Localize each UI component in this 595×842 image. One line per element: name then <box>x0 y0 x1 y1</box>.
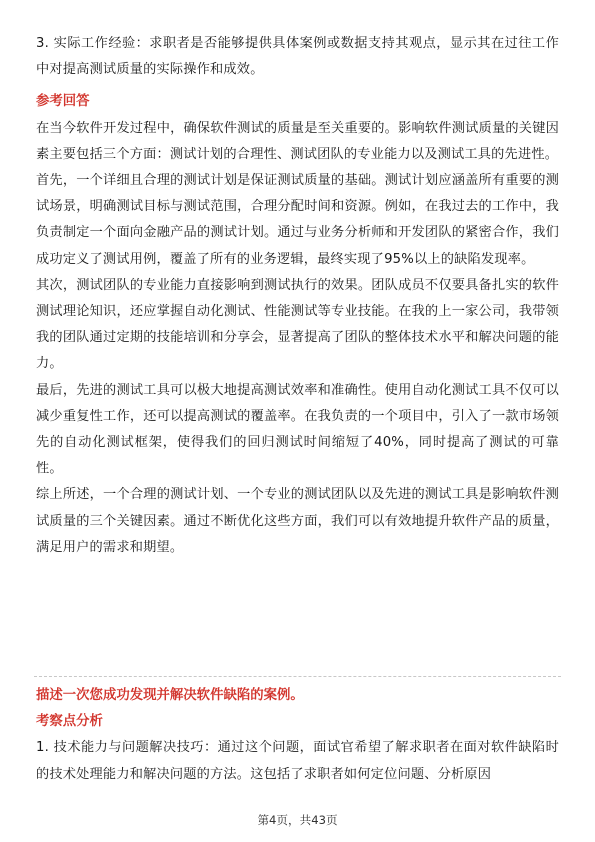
section-divider <box>34 676 561 677</box>
analysis-heading: 考察点分析 <box>36 714 103 730</box>
analysis-item-1: 1. 技术能力与问题解决技巧：通过这个问题，面试官希望了解求职者在面对软件缺陷时的技术处理能力和解决问题的方法。这包括了求职者如何定位问题、分析原因 <box>36 740 559 782</box>
next-question-section <box>36 683 559 788</box>
page-number: 第4页，共43页 <box>257 813 338 827</box>
reference-paragraph-4: 最后，先进的测试工具可以极大地提高测试效率和准确性。使用自动化测试工具不仅可以减少重复性工作，还可以提高测试的覆盖率。在我负责的一个项目中，引入了一款市场领先的自动化测试框架，使得我们的回归测试时间缩短了40%，同时提高了测试的可靠性。 <box>36 382 559 477</box>
reference-answer-heading: 参考回答 <box>36 94 90 110</box>
reference-paragraph-3: 其次，测试团队的专业能力直接影响到测试执行的效果。团队成员不仅要具备扎实的软件测试理论知识，还应掌握自动化测试、性能测试等专业技能。在我的上一家公司，我带领我的团队通过定期的技能培训和分享会，显著提高了团队的整体技术水平和解决问题的能力。 <box>36 277 559 372</box>
question-title: 描述一次您成功发现并解决软件缺陷的案例。 <box>36 688 304 703</box>
reference-paragraph-2: 首先，一个详细且合理的测试计划是保证测试质量的基础。测试计划应涵盖所有重要的测试场景，明确测试目标与测试范围，合理分配时间和资源。例如，在我过去的工作中，我负责制定一个面向金融产品的测试计划。通过与业务分析师和开发团队的紧密合作，我们成功定义了测试用例，覆盖了所有的业务逻辑，最终实现了95%以上的缺陷发现率。 <box>36 173 559 267</box>
main-content <box>36 31 559 561</box>
reference-paragraph-5: 综上所述，一个合理的测试计划、一个专业的测试团队以及先进的测试工具是影响软件测试质量的三个关键因素。通过不断优化这些方面，我们可以有效地提升软件产品的质量，满足用户的需求和期望。 <box>36 487 559 555</box>
reference-paragraph-1: 在当今软件开发过程中，确保软件测试的质量是至关重要的。影响软件测试质量的关键因素主要包括三个方面：测试计划的合理性、测试团队的专业能力以及测试工具的先进性。 <box>36 120 559 162</box>
prev-item-3: 3. 实际工作经验：求职者是否能够提供具体案例或数据支持其观点，显示其在过往工作中对提高测试质量的实际操作和成效。 <box>36 36 559 78</box>
